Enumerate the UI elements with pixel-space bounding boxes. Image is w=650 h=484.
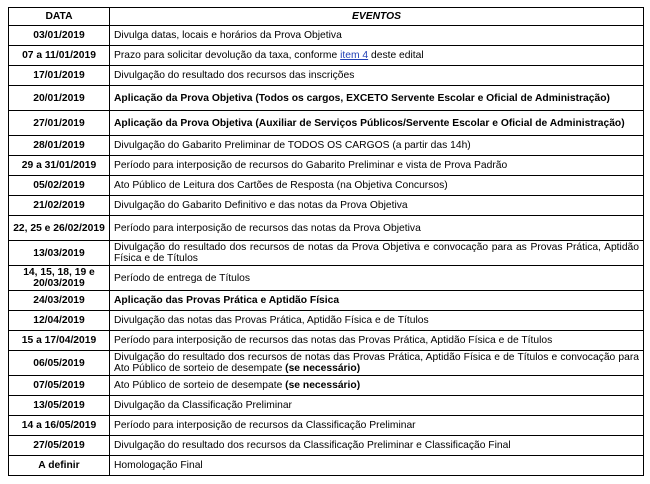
event-text: Aplicação da Prova Objetiva (Todos os cargos, EXCETO Servente Escolar e Oficial de Administração)	[114, 92, 610, 104]
event-description	[110, 351, 644, 376]
event-text: Ato Público de sorteio de desempate	[114, 380, 286, 391]
event-date: 07/05/2019	[9, 376, 110, 396]
table-row	[9, 266, 644, 291]
event-text: Aplicação das Provas Prática e Aptidão Física	[114, 295, 340, 306]
table-row	[9, 311, 644, 331]
event-date: 20/01/2019	[9, 86, 110, 111]
event-date: A definir	[9, 456, 110, 476]
event-text: Divulga datas, locais e horários da Prova Objetiva	[114, 30, 342, 41]
event-date: 29 a 31/01/2019	[9, 156, 110, 176]
table-row	[9, 156, 644, 176]
schedule-table	[8, 7, 644, 476]
event-date: 05/02/2019	[9, 176, 110, 196]
header-events: EVENTOS	[110, 8, 644, 26]
event-text: deste edital	[368, 50, 424, 61]
header-row	[9, 8, 644, 26]
event-date: 17/01/2019	[9, 66, 110, 86]
table-row	[9, 46, 644, 66]
table-row	[9, 331, 644, 351]
event-description	[110, 111, 644, 136]
table-row	[9, 396, 644, 416]
event-date: 07 a 11/01/2019	[9, 46, 110, 66]
event-description	[110, 136, 644, 156]
table-row	[9, 436, 644, 456]
event-date: 15 a 17/04/2019	[9, 331, 110, 351]
event-description	[110, 156, 644, 176]
event-text: Divulgação do resultado dos recursos de notas da Prova Objetiva e convocação para as Provas Prática, Aptidão Física e de Títulos	[114, 242, 639, 264]
conditional-note: (se necessário)	[285, 380, 361, 391]
table-row	[9, 241, 644, 266]
event-text: Período para interposição de recursos da Classificação Preliminar	[114, 420, 416, 431]
event-date: 12/04/2019	[9, 311, 110, 331]
table-row	[9, 351, 644, 376]
event-description	[110, 86, 644, 111]
table-row	[9, 456, 644, 476]
event-text: Homologação Final	[114, 460, 203, 471]
event-date: 21/02/2019	[9, 196, 110, 216]
event-text: Divulgação do resultado dos recursos das inscrições	[114, 70, 355, 81]
event-description	[110, 416, 644, 436]
table-row	[9, 376, 644, 396]
event-date: 24/03/2019	[9, 291, 110, 311]
event-description	[110, 176, 644, 196]
event-text: Período para interposição de recursos das notas das Provas Prática, Aptidão Física e de Títulos	[114, 335, 553, 346]
event-description	[110, 46, 644, 66]
table-row	[9, 416, 644, 436]
event-description	[110, 331, 644, 351]
event-text: Prazo para solicitar devolução da taxa, conforme	[114, 50, 341, 61]
event-date: 27/05/2019	[9, 436, 110, 456]
event-description	[110, 396, 644, 416]
event-text: Divulgação do resultado dos recursos de notas das Provas Prática, Aptidão Física e de Títulos e convocação para Ato Público de sorteio de desempate	[114, 352, 639, 374]
event-text: Divulgação das notas das Provas Prática, Aptidão Física e de Títulos	[114, 315, 429, 326]
event-text: Período de entrega de Títulos	[114, 272, 251, 284]
event-date: 28/01/2019	[9, 136, 110, 156]
event-description	[110, 456, 644, 476]
event-description	[110, 311, 644, 331]
event-text: Ato Público de Leitura dos Cartões de Resposta (na Objetiva Concursos)	[114, 180, 448, 191]
table-row	[9, 176, 644, 196]
event-date: 22, 25 e 26/02/2019	[9, 216, 110, 241]
table-row	[9, 111, 644, 136]
table-row	[9, 136, 644, 156]
event-date: 06/05/2019	[9, 351, 110, 376]
event-date: 13/05/2019	[9, 396, 110, 416]
event-description	[110, 66, 644, 86]
event-text: Divulgação do resultado dos recursos da Classificação Preliminar e Classificação Final	[114, 440, 511, 451]
event-text: Divulgação da Classificação Preliminar	[114, 400, 292, 411]
table-row	[9, 291, 644, 311]
conditional-note: (se necessário)	[285, 363, 361, 374]
event-description	[110, 216, 644, 241]
event-text: Período para interposição de recursos das notas da Prova Objetiva	[114, 222, 421, 234]
event-description	[110, 266, 644, 291]
event-text: Aplicação da Prova Objetiva (Auxiliar de Serviços Públicos/Servente Escolar e Oficial de Administração)	[114, 117, 625, 129]
event-text: Período para interposição de recursos do Gabarito Preliminar e vista de Prova Padrão	[114, 160, 508, 171]
event-description	[110, 26, 644, 46]
event-text: Divulgação do Gabarito Preliminar de TODOS OS CARGOS (a partir das 14h)	[114, 140, 471, 151]
event-text: Divulgação do Gabarito Definitivo e das notas da Prova Objetiva	[114, 200, 408, 211]
table-row	[9, 86, 644, 111]
item-4-link[interactable]: item 4	[340, 50, 369, 61]
event-date: 27/01/2019	[9, 111, 110, 136]
table-row	[9, 216, 644, 241]
schedule-body	[9, 26, 644, 476]
event-date: 14 a 16/05/2019	[9, 416, 110, 436]
event-date: 03/01/2019	[9, 26, 110, 46]
event-description	[110, 196, 644, 216]
header-date: DATA	[9, 8, 110, 26]
table-row	[9, 66, 644, 86]
event-date: 14, 15, 18, 19 e 20/03/2019	[9, 266, 110, 291]
event-description	[110, 241, 644, 266]
table-row	[9, 196, 644, 216]
event-description	[110, 436, 644, 456]
table-row	[9, 26, 644, 46]
event-description	[110, 291, 644, 311]
event-description	[110, 376, 644, 396]
event-date: 13/03/2019	[9, 241, 110, 266]
